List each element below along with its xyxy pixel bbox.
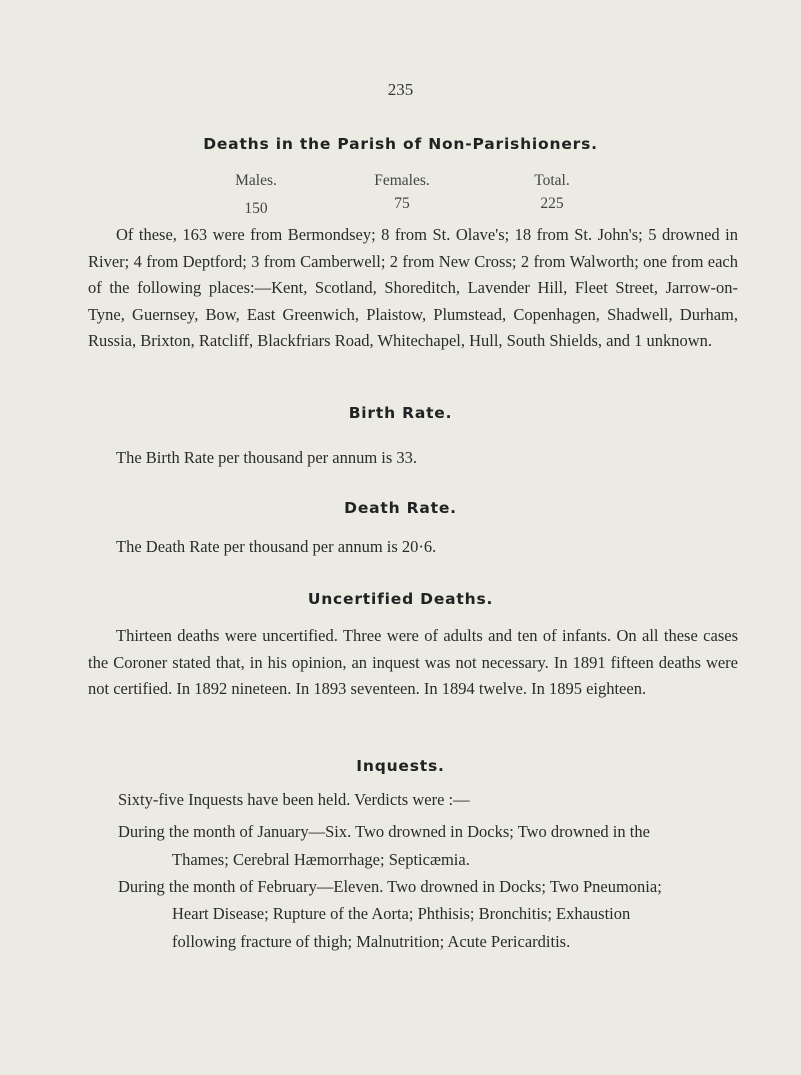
section-heading-inquests: Inquests. <box>356 757 445 775</box>
total-label: Total. <box>534 172 570 189</box>
inquests-february-line-2: Heart Disease; Rupture of the Aorta; Phthisis; Bronchitis; Exhaustion <box>172 904 631 923</box>
section-heading-death-rate: Death Rate. <box>344 499 457 517</box>
section-heading-birth-rate: Birth Rate. <box>348 404 453 422</box>
females-label: Females. <box>374 172 430 189</box>
non-parishioners-paragraph: Of these, 163 were from Bermondsey; 8 from St. Olave's; 18 from St. John's; 5 drowned in River; 4 from Deptford; 3 from Camberwell; 2 from New Cross; 2 from Walworth; one from each of the following places:—Kent, Scotland, Shoreditch, Lavender Hill, Fleet Street, Jarrow-on-Tyne, Guernsey, Bow, East Greenwich, Plaistow, Plumstead, Copenhagen, Shadwell, Durham, Russia, Brixton, Ratcliff, Blackfriars Road, Whitechapel, Hull, South Shields, and 1 unknown. <box>88 225 738 350</box>
inquests-january-line-2: Thames; Cerebral Hæmorrhage; Septicæmia. <box>172 850 470 869</box>
uncertified-paragraph: Thirteen deaths were uncertified. Three were of adults and ten of infants. On all these cases the Coroner stated that, in his opinion, an inquest was not necessary. In 1891 fifteen deaths were not certified. In 1892 nineteen. In 1893 seventeen. In 1894 twelve. In 1895 eighteen. <box>88 626 738 698</box>
inquests-february-line-3: following fracture of thigh; Malnutrition; Acute Pericarditis. <box>172 932 571 951</box>
section-heading-non-parishioners: Deaths in the Parish of Non-Parishioners. <box>203 135 598 153</box>
section-heading-uncertified-deaths: Uncertified Deaths. <box>307 590 494 608</box>
inquests-january-line-1: During the month of January—Six. Two drowned in Docks; Two drowned in the <box>118 822 650 841</box>
death-rate-text: The Death Rate per thousand per annum is 20·6. <box>116 537 437 556</box>
inquests-intro: Sixty-five Inquests have been held. Verdicts were :— <box>118 790 470 809</box>
males-label: Males. <box>235 172 277 189</box>
total-value: 225 <box>540 195 564 212</box>
birth-rate-text: The Birth Rate per thousand per annum is 33. <box>116 448 418 467</box>
males-value: 150 <box>244 200 268 217</box>
females-value: 75 <box>394 195 410 212</box>
inquests-february-line-1: During the month of February—Eleven. Two drowned in Docks; Two Pneumonia; <box>118 877 662 896</box>
page-number: 235 <box>387 80 414 99</box>
